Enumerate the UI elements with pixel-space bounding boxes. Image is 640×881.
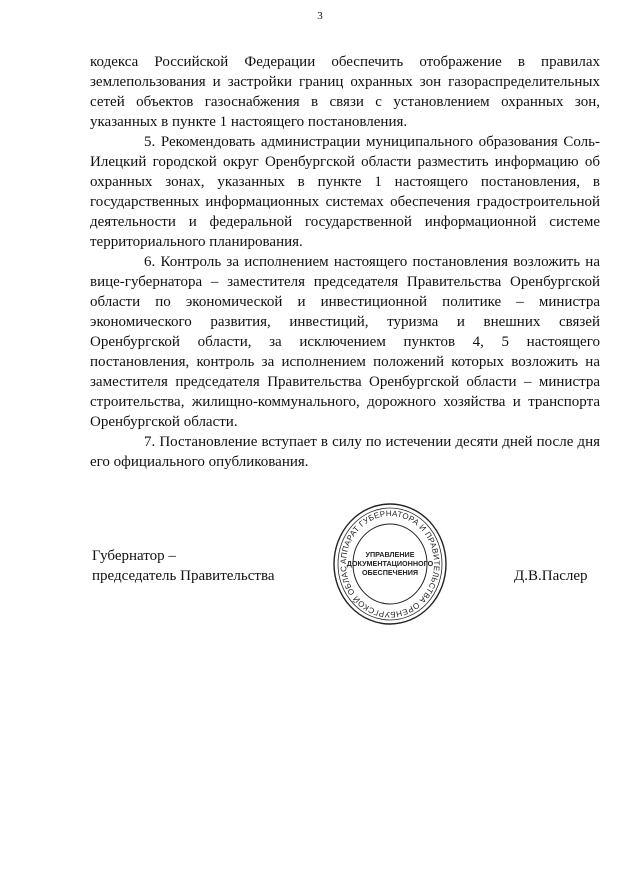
document-body	[90, 52, 600, 472]
paragraph-item-7: 7. Постановление вступает в силу по истечении десяти дней после дня его официального опубликования.	[90, 434, 600, 470]
stamp-center-line2: ДОКУМЕНТАЦИОННОГО	[346, 559, 434, 568]
signatory-name: Д.В.Паслер	[514, 568, 588, 584]
signatory-title-line2: председатель Правительства	[92, 568, 275, 584]
signatory-title	[92, 546, 275, 586]
signatory-title-line1: Губернатор –	[92, 548, 176, 564]
stamp-center-line1: УПРАВЛЕНИЕ	[365, 550, 415, 559]
page-number: 3	[317, 10, 323, 22]
paragraph-item-5: 5. Рекомендовать администрации муниципального образования Соль-Илецкий городской округ Оренбургской области разместить информацию об охранных зонах, указанных в пункте 1 настоящего постановления, в государственных информационных системах обеспечения градостроительной деятельности и федеральной государственной информационной системе территориального планирования.	[90, 134, 600, 250]
paragraph-item-6: 6. Контроль за исполнением настоящего постановления возложить на вице-губернатора – заместителя председателя Правительства Оренбургской области по экономической и инвестиционной политике – министра экономического развития, инвестиций, туризма и внешних связей Оренбургской области, за исключением пунктов 4, 5 настоящего постановления, контроль за исполнением положений которых возложить на заместителя председателя Правительства Оренбургской области – министра строительства, жилищно-коммунального, дорожного хозяйства и транспорта Оренбургской области.	[90, 254, 600, 430]
stamp-ring-text: АППАРАТ ГУБЕРНАТОРА И ПРАВИТЕЛЬСТВА ОРЕНБУРГСКОЙ ОБЛАС	[338, 508, 442, 620]
stamp-center-line3: ОБЕСПЕЧЕНИЯ	[361, 568, 419, 577]
paragraph-continuation: кодекса Российской Федерации обеспечить отображение в правилах землепользования и застройки границ охранных зон газораспределительных сетей объектов газоснабжения в связи с установлением охранных зон, указанных в пункте 1 настоящего постановления.	[90, 54, 600, 130]
official-stamp	[332, 502, 448, 626]
